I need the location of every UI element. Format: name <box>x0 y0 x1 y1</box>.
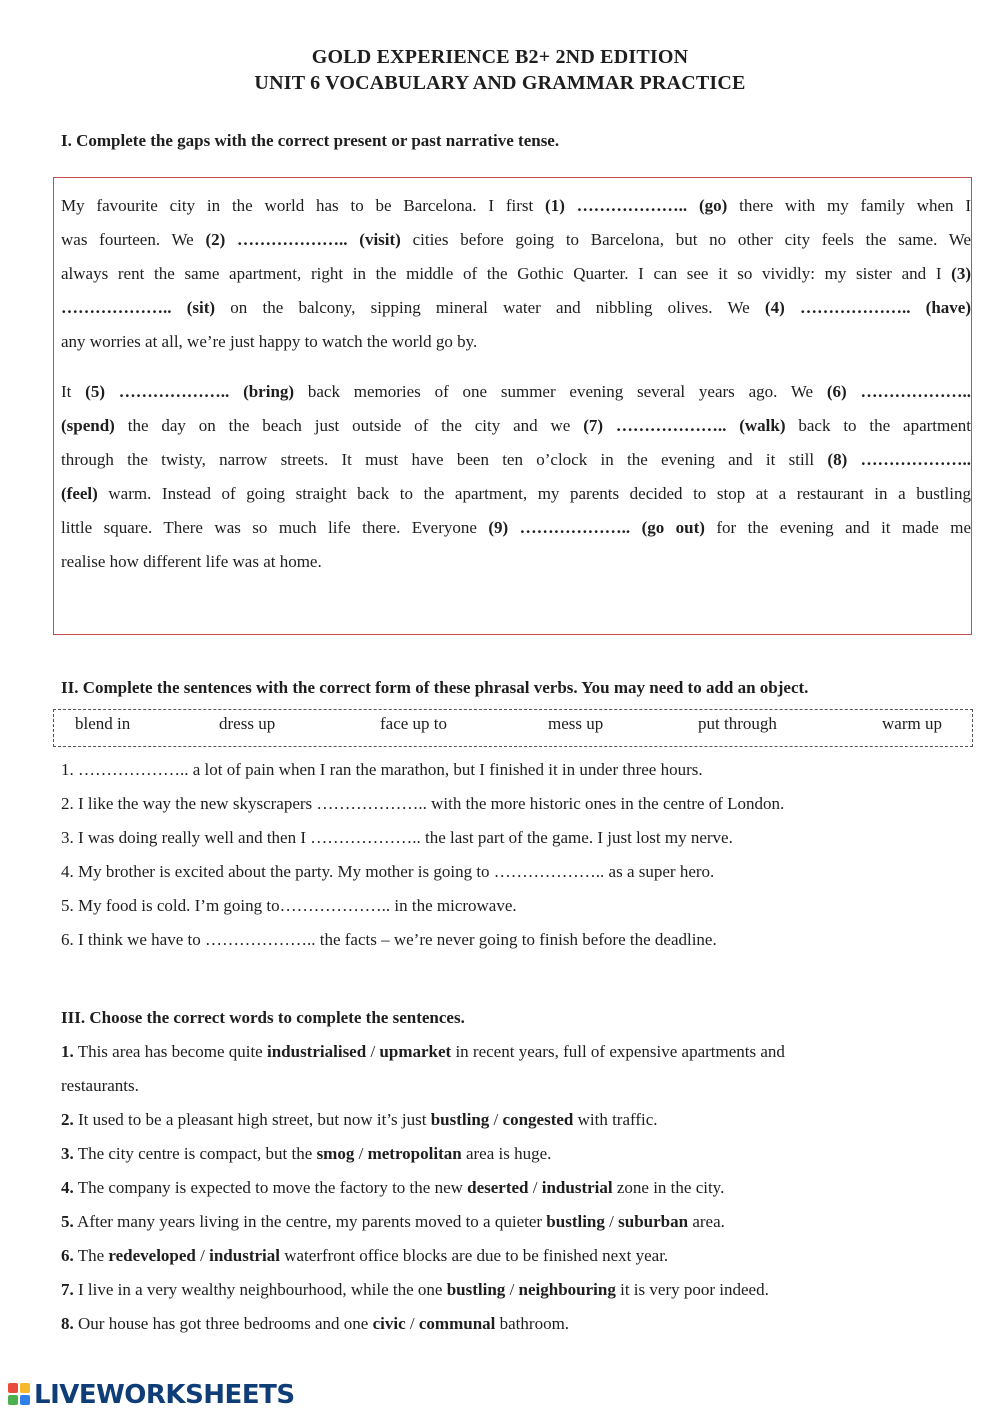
section-1-paragraph-2 <box>61 375 971 579</box>
gap-cue: (7) ……………….. (walk) <box>583 416 786 435</box>
sentence-text: . I think we have to ……………….. the facts – we’re never going to finish before the deadline. <box>69 930 717 949</box>
section-1-heading: I. Complete the gaps with the correct present or past narrative tense. <box>61 131 560 150</box>
text-segment: the day on the beach just outside of the city and we <box>114 416 584 435</box>
item-number: 6. <box>61 1246 74 1265</box>
word-choice-sentence <box>61 1212 725 1232</box>
sentence-text: . I like the way the new skyscrapers ……………….. with the more historic ones in the centre of London. <box>69 794 785 813</box>
word-option: bustling <box>430 1110 490 1129</box>
text-segment: warm. Instead of going straight back to the apartment, my parents decided to stop at a restaurant in a bustling <box>97 484 971 503</box>
word-option: redeveloped <box>108 1246 196 1265</box>
sentence-text: / <box>528 1178 542 1197</box>
gap-cue: (9) ……………….. (go out) <box>488 518 705 537</box>
sentence-text: . I was doing really well and then I ……………….. the last part of the game. I just lost my nerve. <box>69 828 733 847</box>
paragraph-line <box>61 291 971 325</box>
sentence-text: in recent years, full of expensive apartments and <box>451 1042 785 1061</box>
sentence-text: The <box>73 1246 109 1265</box>
sentence-number: 5 <box>61 896 70 915</box>
sentence-text: area. <box>688 1212 725 1231</box>
word-bank-item: face up to <box>380 714 448 733</box>
item-number: 3. <box>61 1144 74 1163</box>
word-option: neighbouring <box>518 1280 616 1299</box>
sentence-number: 1 <box>61 760 70 779</box>
word-bank-item: mess up <box>548 714 604 733</box>
sentence-text: waterfront office blocks are due to be finished next year. <box>279 1246 669 1265</box>
word-option: suburban <box>618 1212 689 1231</box>
item-number: 8. <box>61 1314 74 1333</box>
paragraph-line <box>61 409 971 443</box>
phrasal-verb-sentence <box>61 930 717 950</box>
text-segment: cities before going to Barcelona, but no other city feels the same. We <box>400 230 971 249</box>
sentence-text: / <box>604 1212 619 1231</box>
text-segment: through the twisty, narrow streets. It must have been ten o’clock in the evening and it still <box>61 450 828 469</box>
text-segment: It <box>61 382 86 401</box>
gap-cue: (2) ……………….. (visit) <box>205 230 401 249</box>
phrasal-verb-sentence <box>61 794 784 814</box>
gap-cue: (1) ……………….. (go) <box>545 196 728 215</box>
text-segment: there with my family when I <box>727 196 971 215</box>
sentence-text: with traffic. <box>573 1110 658 1129</box>
word-option: metropolitan <box>367 1144 462 1163</box>
word-bank <box>53 709 973 747</box>
logo-mark-icon <box>8 1383 32 1407</box>
text-segment: back to the apartment <box>785 416 971 435</box>
text-segment: any worries at all, we’re just happy to watch the world go by. <box>61 332 478 351</box>
phrasal-verb-sentence <box>61 760 703 780</box>
gap-cue: (6) ……………….. <box>826 382 971 401</box>
word-option: smog <box>316 1144 355 1163</box>
text-segment: realise how different life was at home. <box>61 552 322 571</box>
item-number: 7. <box>61 1280 74 1299</box>
title-line-1: GOLD EXPERIENCE B2+ 2ND EDITION <box>311 46 689 68</box>
word-choice-sentence <box>61 1280 769 1300</box>
title-line-2: UNIT 6 VOCABULARY AND GRAMMAR PRACTICE <box>254 72 746 94</box>
word-choice-sentence <box>61 1144 551 1164</box>
sentence-number: 2 <box>61 794 70 813</box>
text-segment: little square. There was so much life there. Everyone <box>61 518 489 537</box>
item-number: 4. <box>61 1178 74 1197</box>
word-bank-item: put through <box>698 714 777 733</box>
gap-cue: ……………….. (sit) <box>61 298 216 317</box>
section-2-heading: II. Complete the sentences with the correct form of these phrasal verbs. You may need to add an object. <box>61 678 809 697</box>
sentence-text: / <box>405 1314 419 1333</box>
word-option: industrialised <box>266 1042 367 1061</box>
sentence-text: This area has become quite <box>73 1042 267 1061</box>
word-option: industrial <box>541 1178 613 1197</box>
sentence-text: The city centre is compact, but the <box>73 1144 317 1163</box>
sentence-text: / <box>195 1246 210 1265</box>
gap-cue: (spend) <box>61 416 115 435</box>
word-choice-sentence <box>61 1076 139 1096</box>
item-number: 2. <box>61 1110 74 1129</box>
item-number: 5. <box>61 1212 74 1231</box>
word-choice-sentence <box>61 1246 668 1266</box>
word-bank-item: warm up <box>882 714 942 733</box>
sentence-text: / <box>505 1280 519 1299</box>
phrasal-verb-sentence <box>61 896 517 916</box>
paragraph-line <box>61 477 971 511</box>
sentence-number: 6 <box>61 930 70 949</box>
paragraph-line <box>61 223 971 257</box>
text-segment: for the evening and it made me <box>704 518 971 537</box>
text-segment: back memories of one summer evening several years ago. We <box>294 382 827 401</box>
word-bank-item: dress up <box>219 714 276 733</box>
sentence-text: The company is expected to move the factory to the new <box>73 1178 468 1197</box>
sentence-text: zone in the city. <box>612 1178 725 1197</box>
paragraph-line <box>61 443 971 477</box>
paragraph-line <box>61 545 971 579</box>
sentence-text: After many years living in the centre, my parents moved to a quieter <box>73 1212 547 1231</box>
sentence-text: . My food is cold. I’m going to……………….. in the microwave. <box>69 896 517 915</box>
paragraph-line <box>61 325 971 359</box>
word-choice-sentence <box>61 1314 569 1334</box>
phrasal-verb-sentence <box>61 828 733 848</box>
word-option: industrial <box>209 1246 280 1265</box>
sentence-text: it is very poor indeed. <box>615 1280 769 1299</box>
item-number: 1. <box>61 1042 74 1061</box>
sentence-text: / <box>489 1110 503 1129</box>
word-option: bustling <box>446 1280 506 1299</box>
sentence-number: 3 <box>61 828 70 847</box>
sentence-text: / <box>366 1042 380 1061</box>
word-bank-item: blend in <box>75 714 131 733</box>
liveworksheets-logo <box>8 1380 295 1410</box>
sentence-text: It used to be a pleasant high street, but now it’s just <box>73 1110 431 1129</box>
word-option: upmarket <box>379 1042 452 1061</box>
gap-cue: (feel) <box>61 484 98 503</box>
gap-cue: (3) <box>951 264 971 283</box>
sentence-number: 4 <box>61 862 70 881</box>
word-choice-sentence <box>61 1042 785 1062</box>
word-option: deserted <box>467 1178 529 1197</box>
phrasal-verb-sentence <box>61 862 714 882</box>
paragraph-line <box>61 189 971 223</box>
paragraph-line <box>61 257 971 291</box>
word-option: civic <box>372 1314 406 1333</box>
gap-cue: (5) ……………….. (bring) <box>85 382 295 401</box>
gap-cue: (8) ……………….. <box>827 450 971 469</box>
section-1-paragraph-1 <box>61 189 971 359</box>
sentence-text: Our house has got three bedrooms and one <box>73 1314 373 1333</box>
section-3-heading: III. Choose the correct words to complete the sentences. <box>61 1008 465 1027</box>
word-option: bustling <box>546 1212 605 1231</box>
sentence-text: . My brother is excited about the party. My mother is going to ……………….. as a super hero. <box>69 862 715 881</box>
sentence-text: . ……………….. a lot of pain when I ran the marathon, but I finished it in under three hours. <box>69 760 703 779</box>
sentence-text: restaurants. <box>61 1076 139 1095</box>
sentence-text: area is huge. <box>461 1144 552 1163</box>
paragraph-line <box>61 511 971 545</box>
word-option: congested <box>502 1110 574 1129</box>
logo-text: LIVEWORKSHEETS <box>34 1380 295 1410</box>
text-segment: was fourteen. We <box>61 230 206 249</box>
text-segment: on the balcony, sipping mineral water and nibbling olives. We <box>215 298 765 317</box>
word-option: communal <box>418 1314 496 1333</box>
paragraph-line <box>61 375 971 409</box>
sentence-text: bathroom. <box>495 1314 570 1333</box>
text-segment: always rent the same apartment, right in the middle of the Gothic Quarter. I can see it so vividly: my sister and I <box>61 264 952 283</box>
sentence-text: / <box>354 1144 368 1163</box>
text-segment: My favourite city in the world has to be Barcelona. I first <box>61 196 546 215</box>
word-choice-sentence <box>61 1110 658 1130</box>
gap-cue: (4) ……………….. (have) <box>764 298 971 317</box>
sentence-text: I live in a very wealthy neighbourhood, while the one <box>73 1280 447 1299</box>
word-choice-sentence <box>61 1178 724 1198</box>
